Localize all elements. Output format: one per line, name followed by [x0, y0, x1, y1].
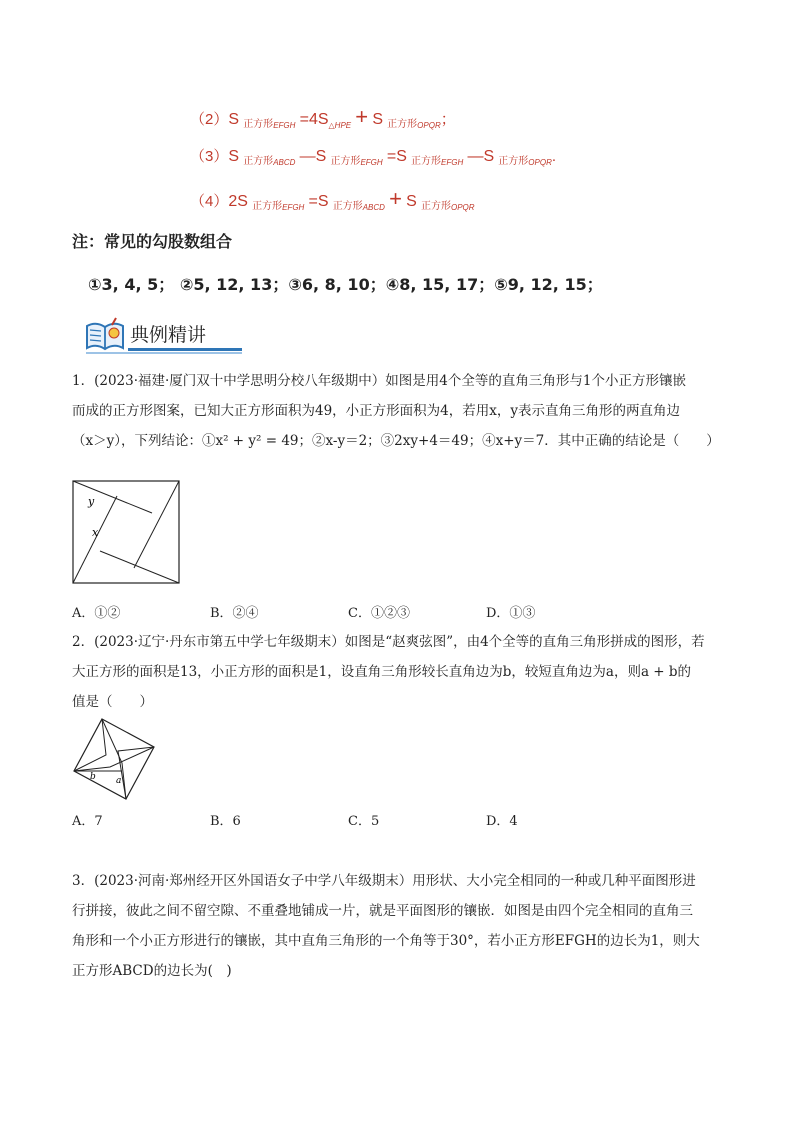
label-b: b: [90, 772, 96, 782]
q1-choice-a[interactable]: A．①②: [72, 606, 121, 621]
q2-choice-b[interactable]: B．6: [210, 814, 241, 829]
q2-choice-a[interactable]: A．7: [72, 814, 103, 829]
pythagorean-triples-list: ①3, 4, 5； ②5, 12, 13；③6, 8, 10；④8, 15, 17；⑤9, 12, 15；: [88, 275, 603, 294]
q1-choice-c[interactable]: C．①②③: [348, 606, 410, 621]
question-3: 3．(2023·河南·郑州经开区外国语女子中学八年级期末）用形状、大小完全相同的一种或几种平面图形进 行拼接，彼此之间不留空隙、不重叠地铺成一片，就是平面图形的镶嵌．如图是由四个完全相同的直角三 角形和一个小正方形进行的镶嵌，其中直角三角形的一个角等于30°，若小正方形EFGH的边长为1，则大 正方形ABCD的边长为( ): [72, 873, 700, 979]
question-2: 2．(2023·辽宁·丹东市第五中学七年级期末）如图是“赵爽弦图”，由4个全等的直角三角形拼成的图形，若 大正方形的面积是13，小正方形的面积是1，设直角三角形较长直角边为b，较短直角边为a，则a + b的 值是（ ）: [72, 634, 705, 710]
section-banner: [84, 312, 244, 358]
q2-choice-d[interactable]: D．4: [486, 814, 518, 829]
q2-zhaoshuang-figure: [72, 717, 156, 801]
formula-3: （3）S $_{正方形ABCD}$ —S $_{正方形EFGH}$ =S $_{正方形EFGH}$ —S $_{正方形OPQR}$.: [190, 148, 557, 167]
formula-number: （2）: [190, 111, 229, 128]
book-icon: [84, 316, 126, 354]
label-x: x: [92, 526, 99, 539]
q2-choice-c[interactable]: C．5: [348, 814, 380, 829]
banner-title: 典例精讲: [130, 324, 207, 346]
note-title: 注：常见的勾股数组合: [72, 232, 233, 251]
formula-2: （2）S $_{正方形EFGH} =4S_{\triangle HPE} + S$ $_{正方形OPQR}$；: [190, 104, 456, 130]
big-square: [74, 719, 154, 799]
q1-pinwheel-figure: [72, 480, 180, 584]
banner-underline: [128, 348, 242, 351]
label-y: y: [88, 495, 95, 508]
label-a: a: [116, 776, 122, 786]
formula-4: （4）2S $_{正方形EFGH}$ =S $_{正方形ABCD}$ + S $_{正方形OPQR}$: [190, 186, 475, 212]
q1-choice-d[interactable]: D．①③: [486, 606, 536, 621]
q1-choice-b[interactable]: B．②④: [210, 606, 259, 621]
banner-underline-light: [86, 352, 242, 354]
question-1: 1．(2023·福建·厦门双十中学思明分校八年级期中）如图是用4个全等的直角三角形与1个小正方形镶嵌 而成的正方形图案，已知大正方形面积为49，小正方形面积为4，若用x，y表示直角三角形的两直角边 （x＞y），下列结论：①x² + y² = 49；②x-y＝2；③2xy+4＝49；④x+y＝7．其中正确的结论是（ ）: [72, 373, 720, 449]
